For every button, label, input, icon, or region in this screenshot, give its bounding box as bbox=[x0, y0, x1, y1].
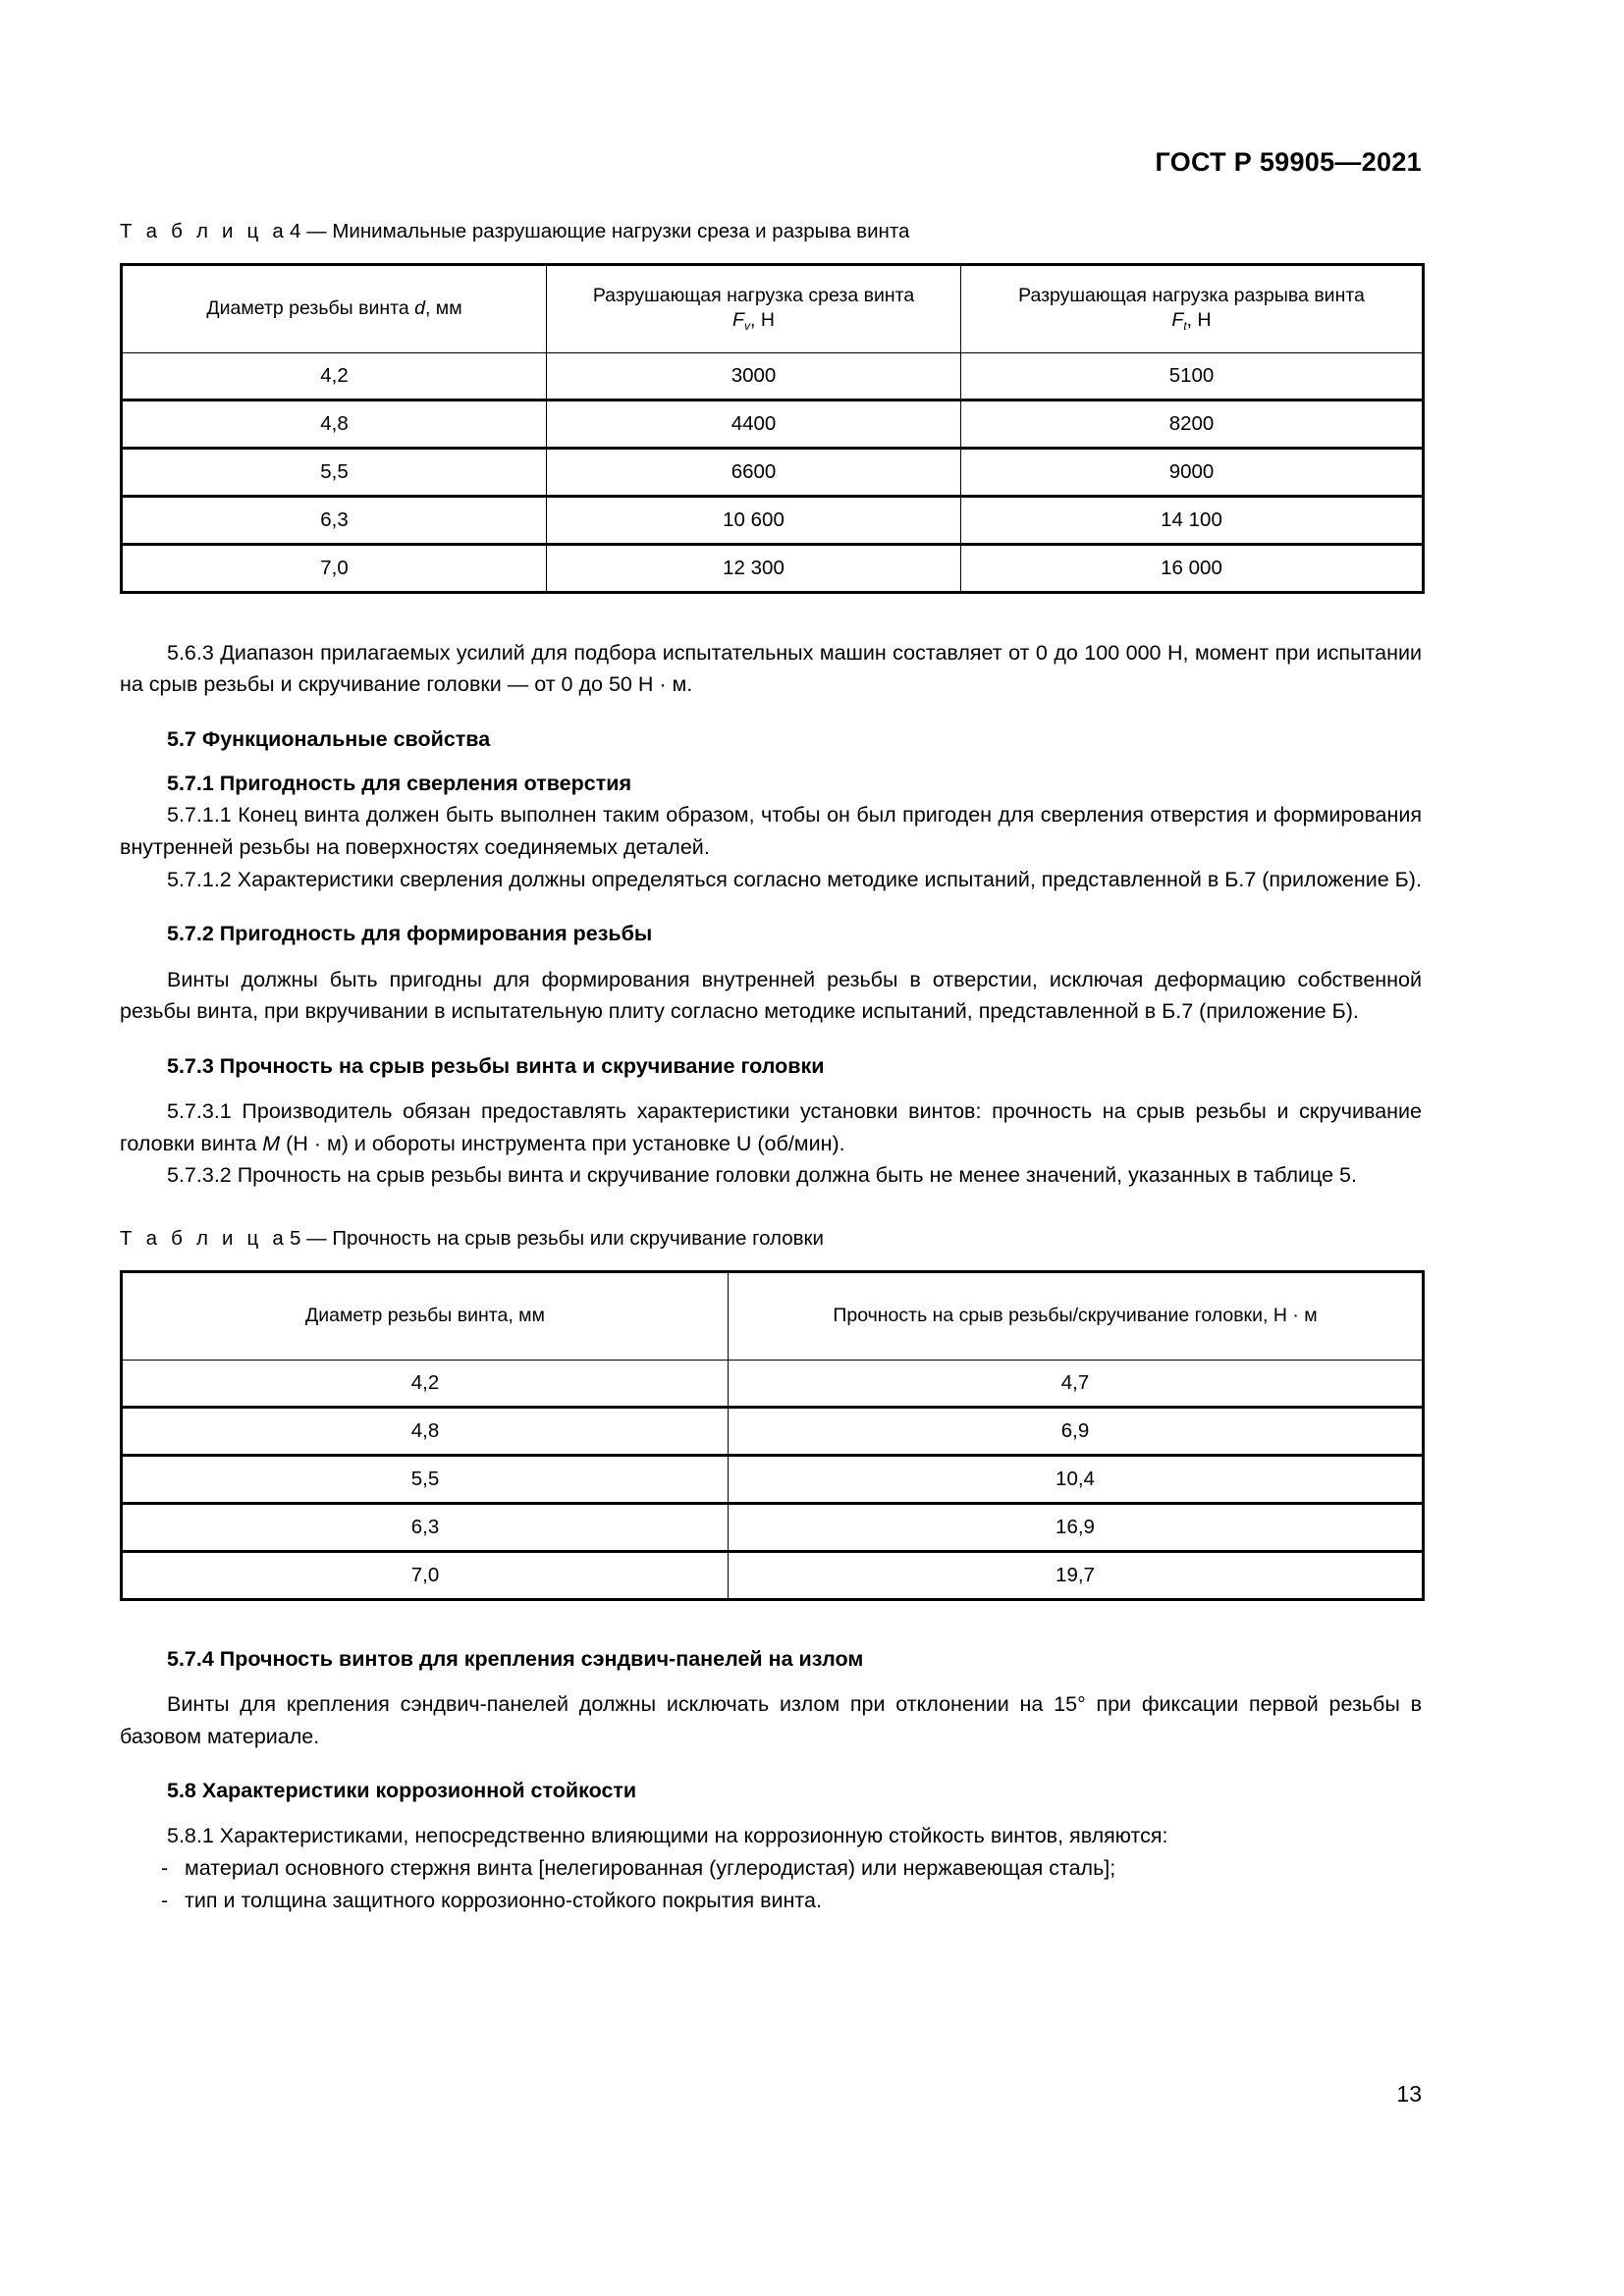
paragraph-5-7-3-1-part3: (об/мин). bbox=[751, 1131, 845, 1155]
table4-header-diameter-post: , мм bbox=[424, 297, 462, 319]
table5-cell-strength: 16,9 bbox=[729, 1503, 1424, 1551]
table5-caption-dash: — bbox=[306, 1227, 327, 1251]
paragraph-5-7-3-1 bbox=[120, 1095, 1422, 1159]
table4-caption-number: 4 bbox=[290, 220, 301, 242]
table4-header-tensile-subscript: t bbox=[1183, 318, 1187, 333]
symbol-u: U bbox=[735, 1131, 752, 1155]
paragraph-5-7-2: Винты должны быть пригодны для формирования внутренней резьбы в отверстии, исключая деформацию собственной резьбы винта, при вкручивании в испытательную плиту согласно методике испытаний, представленной в Б.7 (приложение Б). bbox=[120, 967, 1422, 1024]
table-row bbox=[122, 496, 1424, 544]
table4-header-shear-symbol: F bbox=[732, 309, 744, 332]
table4-header-tensile-post: , Н bbox=[1186, 309, 1212, 332]
table4-cell-tensile: 14 100 bbox=[961, 496, 1424, 544]
table4-header-diameter-symbol: d bbox=[414, 297, 425, 319]
paragraph-5-8-1: 5.8.1 Характеристиками, непосредственно влияющими на коррозионную стойкость винтов, являются: bbox=[167, 1824, 1168, 1848]
table4-cell-diameter: 4,2 bbox=[122, 352, 547, 400]
table4 bbox=[120, 263, 1425, 594]
table4-cell-shear: 10 600 bbox=[547, 496, 961, 544]
paragraph-5-7-3-1-part2: (Н · м) и обороты инструмента при установке bbox=[280, 1131, 736, 1155]
table-row bbox=[122, 1360, 1424, 1407]
table4-cell-shear: 4400 bbox=[547, 400, 961, 448]
page-header-standard-number: ГОСТ Р 59905—2021 bbox=[1155, 147, 1422, 177]
heading-5-7-3: 5.7.3 Прочность на срыв резьбы винта и скручивание головки bbox=[167, 1053, 825, 1078]
table5-cell-strength: 19,7 bbox=[729, 1551, 1424, 1599]
table4-caption-dash: — bbox=[306, 220, 327, 242]
table5-header-row bbox=[122, 1271, 1424, 1360]
table4-cell-tensile: 16 000 bbox=[961, 544, 1424, 592]
table4-cell-tensile: 8200 bbox=[961, 400, 1424, 448]
paragraph-5-7-1-1: 5.7.1.1 Конец винта должен быть выполнен таким образом, чтобы он был пригоден для сверления отверстия и формирования внутренней резьбы на поверхностях соединяемых деталей. bbox=[120, 803, 1422, 860]
table5-caption-number: 5 bbox=[290, 1227, 301, 1251]
table-row bbox=[122, 1407, 1424, 1455]
list-item bbox=[120, 1885, 1422, 1917]
paragraph-5-7-4: Винты для крепления сэндвич-панелей должны исключать излом при отклонении на 15° при фиксации первой резьбы в базовом материале. bbox=[120, 1691, 1422, 1748]
list-item bbox=[120, 1852, 1422, 1885]
table5-cell-strength: 4,7 bbox=[729, 1360, 1424, 1407]
table5-cell-diameter: 6,3 bbox=[122, 1503, 729, 1551]
table5-cell-diameter: 5,5 bbox=[122, 1455, 729, 1503]
table-row bbox=[122, 400, 1424, 448]
heading-5-7-1: 5.7.1 Пригодность для сверления отверстия bbox=[167, 772, 631, 796]
corrosion-characteristics-list bbox=[120, 1852, 1422, 1916]
table5-caption-title: Прочность на срыв резьбы или скручивание головки bbox=[332, 1227, 824, 1251]
table5-header-cell-diameter: Диаметр резьбы винта, мм bbox=[122, 1271, 729, 1360]
page-content bbox=[120, 218, 1422, 1916]
table4-cell-shear: 6600 bbox=[547, 448, 961, 496]
table4-header-shear-post: , Н bbox=[750, 309, 775, 332]
table4-header-cell-diameter bbox=[122, 264, 547, 352]
table5 bbox=[120, 1270, 1425, 1601]
table-row bbox=[122, 1551, 1424, 1599]
list-dash-marker: - bbox=[161, 1856, 169, 1881]
page-number: 13 bbox=[1396, 2081, 1422, 2107]
table-row bbox=[122, 448, 1424, 496]
table4-header-cell-tensile bbox=[961, 264, 1424, 352]
paragraph-5-7-1-2: 5.7.1.2 Характеристики сверления должны определяться согласно методике испытаний, представленной в Б.7 (приложение Б). bbox=[167, 867, 1422, 891]
list-dash-marker: - bbox=[161, 1888, 169, 1912]
table5-cell-strength: 6,9 bbox=[729, 1407, 1424, 1455]
table5-caption-word: Т а б л и ц а bbox=[120, 1227, 288, 1251]
table4-cell-shear: 12 300 bbox=[547, 544, 961, 592]
symbol-m: M bbox=[262, 1131, 281, 1155]
table4-header-cell-shear bbox=[547, 264, 961, 352]
table4-header-diameter-pre: Диаметр резьбы винта bbox=[206, 297, 415, 319]
heading-5-7: 5.7 Функциональные свойства bbox=[167, 727, 491, 752]
table4-caption bbox=[120, 218, 1422, 245]
paragraph-5-6-3: 5.6.3 Диапазон прилагаемых усилий для подбора испытательных машин составляет от 0 до 100 000 Н, момент при испытании на срыв резьбы и скручивание головки — от 0 до 50 Н · м. bbox=[120, 640, 1422, 697]
table5-cell-diameter: 7,0 bbox=[122, 1551, 729, 1599]
table-row bbox=[122, 352, 1424, 400]
table4-header-shear-subscript: v bbox=[743, 318, 751, 333]
table5-header-cell-strength: Прочность на срыв резьбы/скручивание головки, Н · м bbox=[729, 1271, 1424, 1360]
table4-cell-shear: 3000 bbox=[547, 352, 961, 400]
table5-cell-diameter: 4,2 bbox=[122, 1360, 729, 1407]
heading-5-8: 5.8 Характеристики коррозионной стойкости bbox=[167, 1779, 637, 1803]
table-row bbox=[122, 1455, 1424, 1503]
paragraph-5-7-3-2: 5.7.3.2 Прочность на срыв резьбы винта и скручивание головки должна быть не менее значений, указанных в таблице 5. bbox=[167, 1163, 1357, 1188]
table5-caption bbox=[120, 1225, 1422, 1253]
table4-cell-tensile: 5100 bbox=[961, 352, 1424, 400]
table4-caption-title: Минимальные разрушающие нагрузки среза и разрыва винта bbox=[332, 220, 910, 242]
heading-5-7-4: 5.7.4 Прочность винтов для крепления сэндвич-панелей на излом bbox=[167, 1646, 864, 1671]
table5-cell-strength: 10,4 bbox=[729, 1455, 1424, 1503]
table4-cell-diameter: 6,3 bbox=[122, 496, 547, 544]
paragraph-5-7-3-1-part1: 5.7.3.1 Производитель обязан предоставлять характеристики установки винтов: прочность на срыв резьбы и скручивание головки винта bbox=[120, 1099, 1422, 1155]
table4-header-tensile-symbol: F bbox=[1171, 309, 1184, 332]
table4-cell-diameter: 5,5 bbox=[122, 448, 547, 496]
table-row bbox=[122, 1503, 1424, 1551]
table-row bbox=[122, 544, 1424, 592]
table4-caption-word: Т а б л и ц а bbox=[120, 220, 288, 242]
table4-cell-tensile: 9000 bbox=[961, 448, 1424, 496]
table4-cell-diameter: 7,0 bbox=[122, 544, 547, 592]
table4-header-tensile-line1: Разрушающая нагрузка разрыва винта bbox=[1018, 284, 1365, 306]
table5-cell-diameter: 4,8 bbox=[122, 1407, 729, 1455]
list-item-text: тип и толщина защитного коррозионно-стойкого покрытия винта. bbox=[185, 1888, 822, 1912]
table4-header-row bbox=[122, 264, 1424, 352]
table4-cell-diameter: 4,8 bbox=[122, 400, 547, 448]
heading-5-7-2: 5.7.2 Пригодность для формирования резьбы bbox=[167, 922, 653, 946]
list-item-text: материал основного стержня винта [нелегированная (углеродистая) или нержавеющая сталь]; bbox=[185, 1856, 1116, 1881]
table4-header-shear-line1: Разрушающая нагрузка среза винта bbox=[592, 284, 915, 306]
